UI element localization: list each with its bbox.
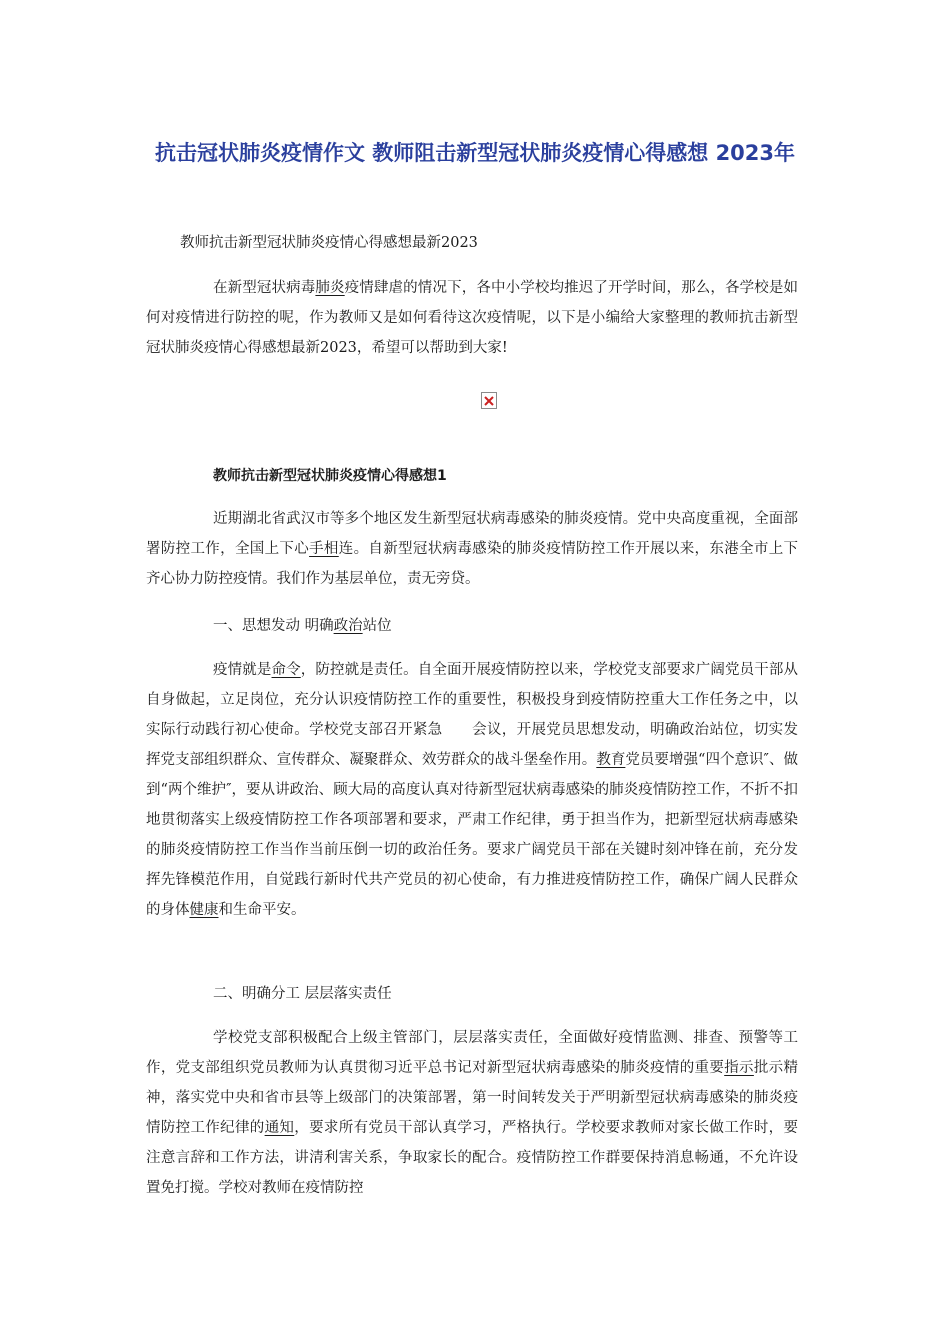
paragraph-2: 疫情就是命令，防控就是责任。自全面开展疫情防控以来，学校党支部要求广阔党员干部从自身做起，立足岗位，充分认识疫情防控工作的重要性，积极投身到疫情防控重大工作任务之中，以实际行动践行初心使命。学校党支部召开紧急 会议，开展党员思想发动，明确政治站位，切实发挥党支部组织群众、宣传群众、凝聚群众、效劳群众的战斗堡垒作用。教育党员要增强“四个意识″、做到“两个维护″，要从讲政治、顾大局的高度认真对待新型冠状病毒感染的肺炎疫情防控工作，不折不扣地贯彻落实上级疫情防控工作各项部署和要求，严肃工作纪律，勇于担当作为，把新型冠状病毒感染的肺炎疫情防控工作当作当前压倒一切的政治任务。要求广阔党员干部在关键时刻冲锋在前，充分发挥先锋模范作用，自觉践行新时代共产党员的初心使命，有力推进疫情防控工作，确保广阔人民群众的身体健康和生命平安。 <box>146 662 799 918</box>
link-zhishi[interactable]: 指示 <box>724 1060 754 1076</box>
subheading-1: 一、思想发动 明确政治站位 <box>213 618 392 634</box>
link-shouxiang[interactable]: 手相 <box>309 541 339 557</box>
broken-image-icon <box>481 392 497 409</box>
link-zhengzhi[interactable]: 政治 <box>333 618 363 634</box>
link-mingling[interactable]: 命令 <box>271 662 301 678</box>
paragraph-1: 近期湖北省武汉市等多个地区发生新型冠状病毒感染的肺炎疫情。党中央高度重视，全面部署防控工作，全国上下心手相连。自新型冠状病毒感染的肺炎疫情防控工作开展以来，东港全市上下齐心协力防控疫情。我们作为基层单位，责无旁贷。 <box>146 511 799 587</box>
paragraph-3: 学校党支部积极配合上级主管部门，层层落实责任，全面做好疫情监测、排查、预警等工作，党支部组织党员教师为认真贯彻习近平总书记对新型冠状病毒感染的肺炎疫情的重要指示批示精神，落实党中央和省市县等上级部门的决策部署，第一时间转发关于严明新型冠状病毒感染的肺炎疫情防控工作纪律的通知，要求所有党员干部认真学习，严格执行。学校要求教师对家长做工作时，要注意言辞和工作方法，讲清利害关系，争取家长的配合。疫情防控工作群要保持消息畅通，不允许设置免打搅。学校对教师在疫情防控 <box>146 1030 799 1196</box>
link-tongzhi[interactable]: 通知 <box>264 1120 295 1136</box>
document-title: 抗击冠状肺炎疫情作文 教师阻击新型冠状肺炎疫情心得感想 2023年 <box>154 141 796 165</box>
link-feiyan[interactable]: 肺炎 <box>315 280 345 296</box>
intro-paragraph: 在新型冠状病毒肺炎疫情肆虐的情况下，各中小学校均推迟了开学时间，那么，各学校是如何对疫情进行防控的呢，作为教师又是如何看待这次疫情呢，以下是小编给大家整理的教师抗击新型冠状肺炎疫情心得感想最新2023，希望可以帮助到大家! <box>146 280 799 356</box>
link-jiaoyu[interactable]: 教育 <box>596 752 626 768</box>
subheading-2: 二、明确分工 层层落实责任 <box>213 986 392 1002</box>
link-jiankang[interactable]: 健康 <box>189 902 219 918</box>
document-subtitle: 教师抗击新型冠状肺炎疫情心得感想最新2023 <box>180 235 478 251</box>
section-heading: 教师抗击新型冠状肺炎疫情心得感想1 <box>213 468 447 484</box>
